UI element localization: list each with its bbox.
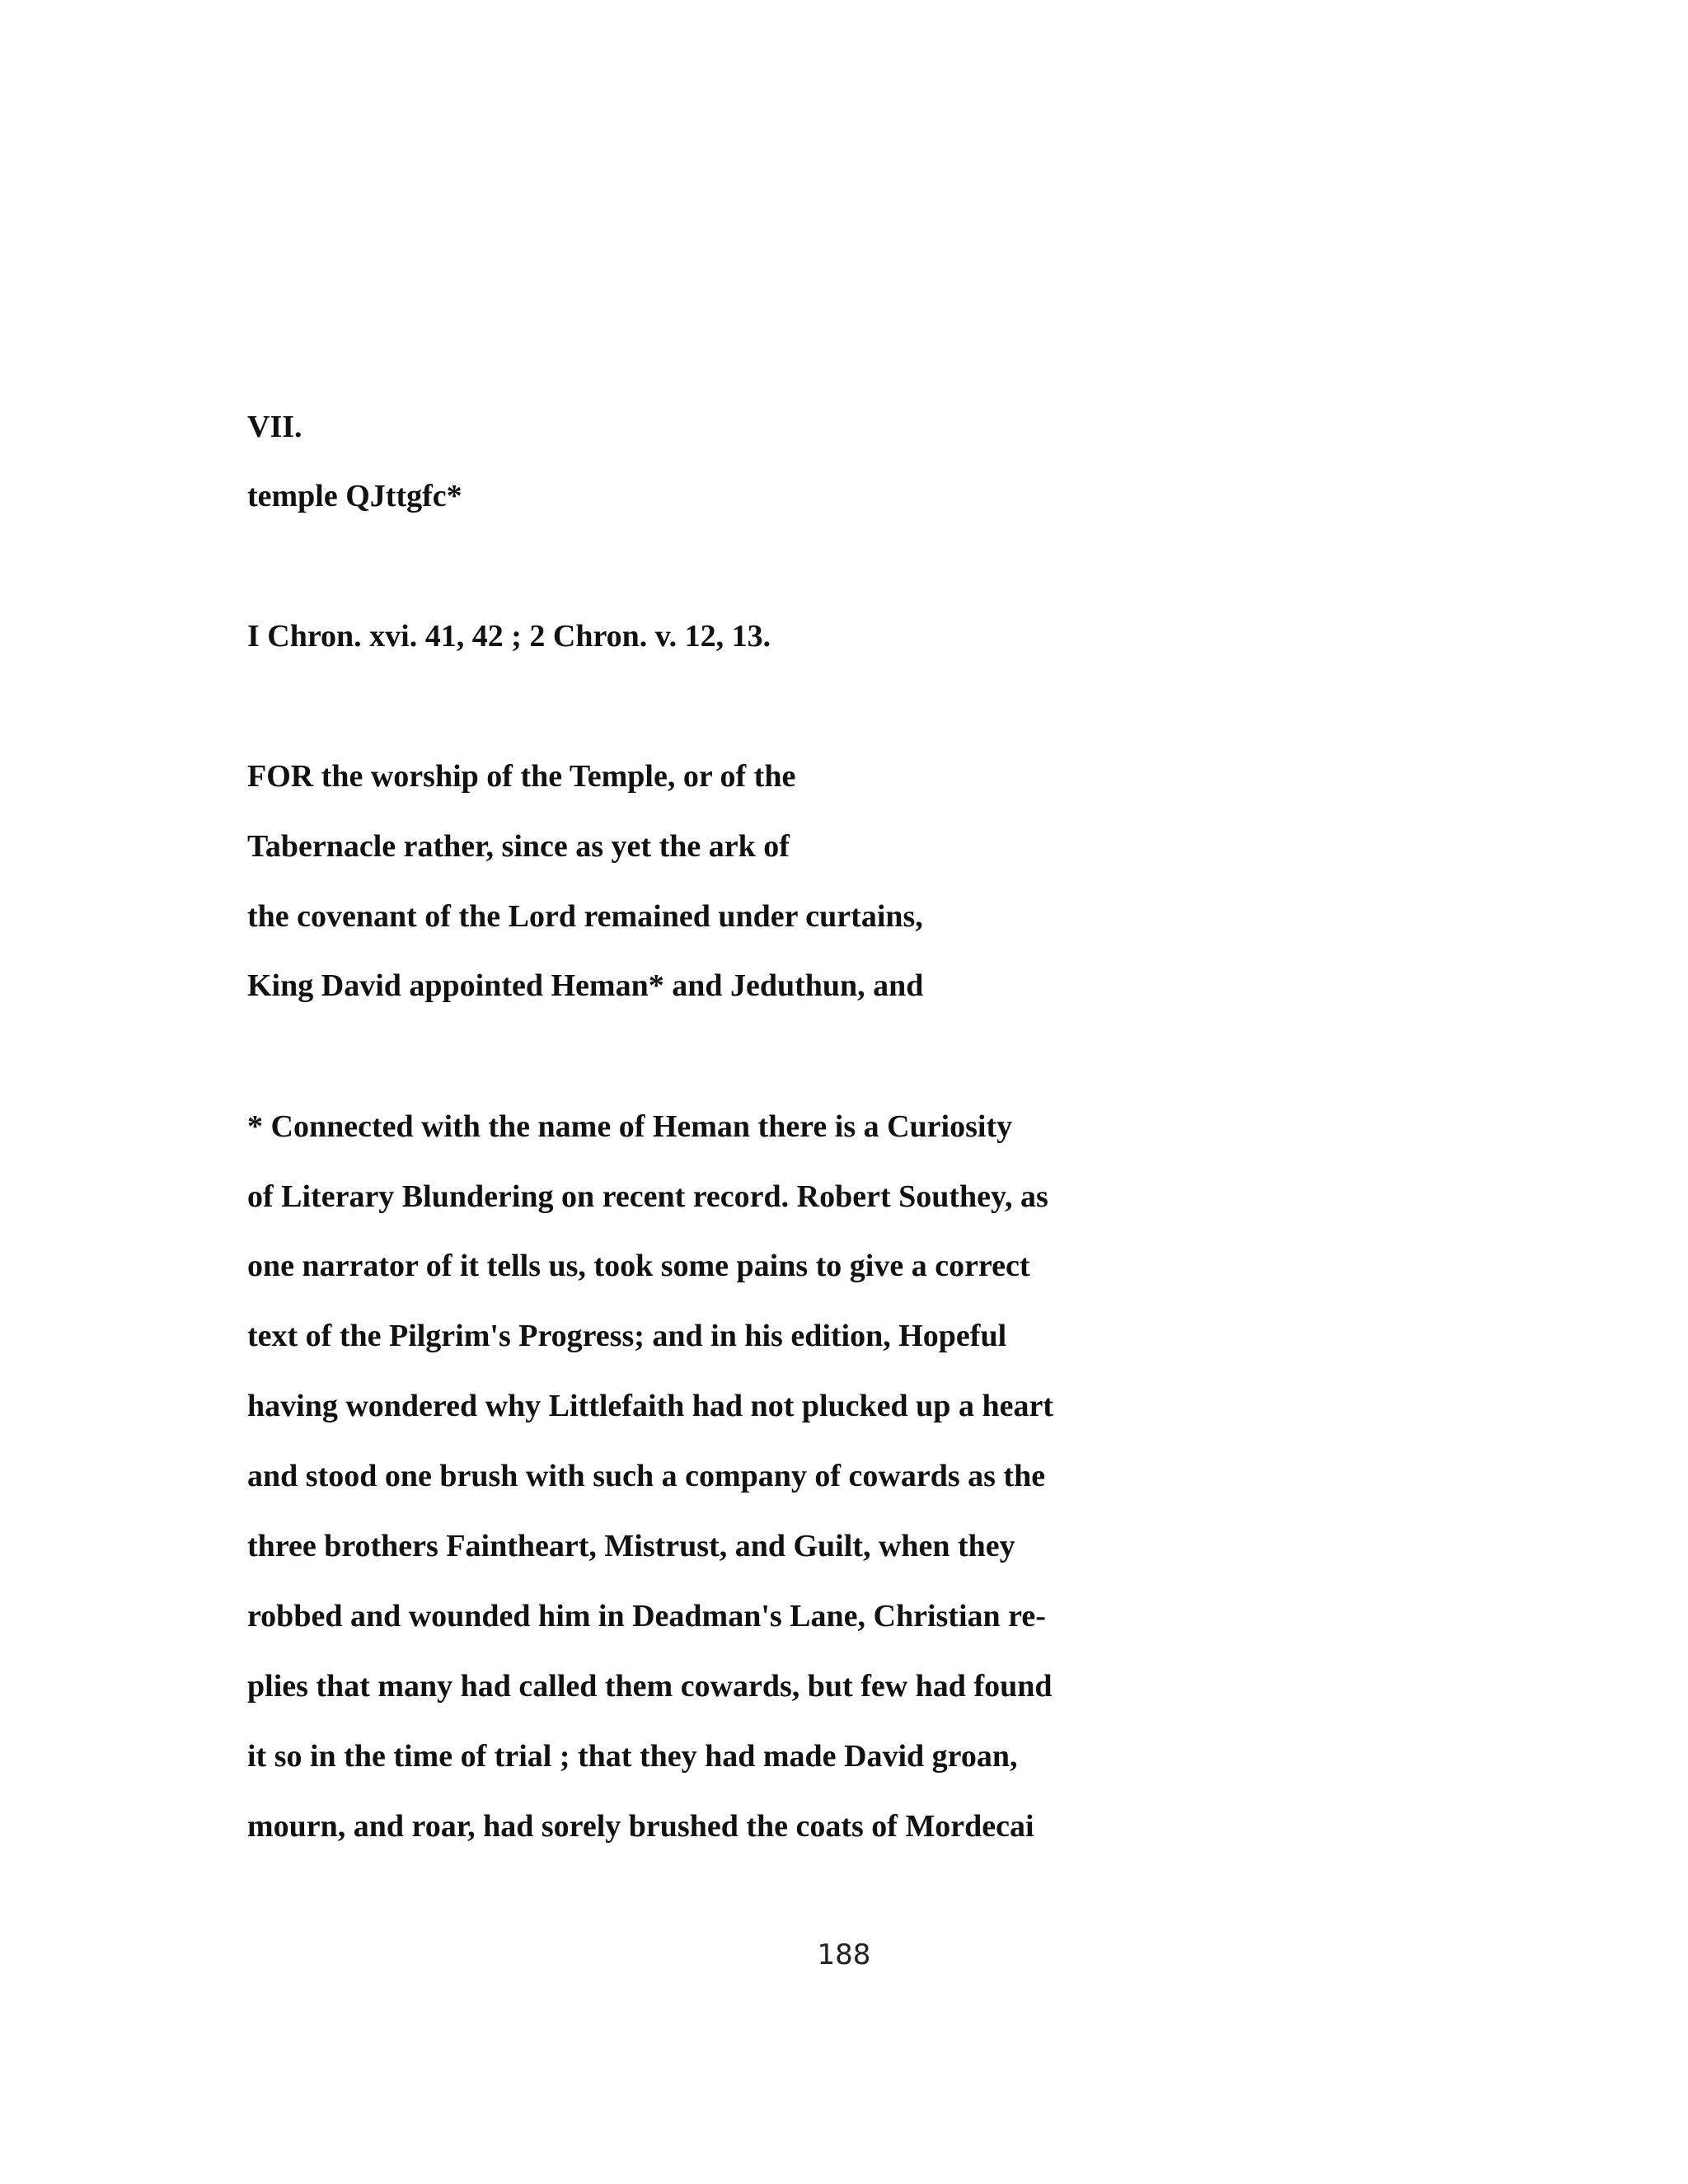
footnote-line: of Literary Blundering on recent record. Robert Southey, as — [247, 1179, 1048, 1214]
footnote-line: text of the Pilgrim's Progress; and in his edition, Hopeful — [247, 1319, 1007, 1353]
body-line: Tabernacle rather, since as yet the ark of — [247, 829, 790, 864]
footnote-line: * Connected with the name of Heman there is a Curiosity — [247, 1109, 1013, 1144]
footnote-line: three brothers Faintheart, Mistrust, and Guilt, when they — [247, 1529, 1015, 1563]
body-line: the covenant of the Lord remained under curtains, — [247, 899, 923, 934]
body-line: FOR the worship of the Temple, or of the — [247, 759, 796, 794]
section-number: VII. — [247, 410, 302, 444]
scripture-reference: I Chron. xvi. 41, 42 ; 2 Chron. v. 12, 13. — [247, 619, 771, 654]
footnote-line: plies that many had called them cowards, but few had found — [247, 1669, 1053, 1704]
footnote-line: having wondered why Littlefaith had not plucked up a heart — [247, 1389, 1053, 1423]
page-number: 188 — [817, 1938, 871, 1971]
footnote-line: and stood one brush with such a company of cowards as the — [247, 1459, 1046, 1493]
footnote-line: mourn, and roar, had sorely brushed the coats of Mordecai — [247, 1809, 1034, 1844]
footnote-line: it so in the time of trial ; that they had made David groan, — [247, 1739, 1018, 1774]
body-line: King David appointed Heman* and Jeduthun, and — [247, 968, 924, 1003]
footnote-line: one narrator of it tells us, took some pains to give a correct — [247, 1249, 1030, 1283]
footnote-line: robbed and wounded him in Deadman's Lane, Christian re- — [247, 1599, 1046, 1633]
section-title: temple QJttgfc* — [247, 479, 462, 513]
